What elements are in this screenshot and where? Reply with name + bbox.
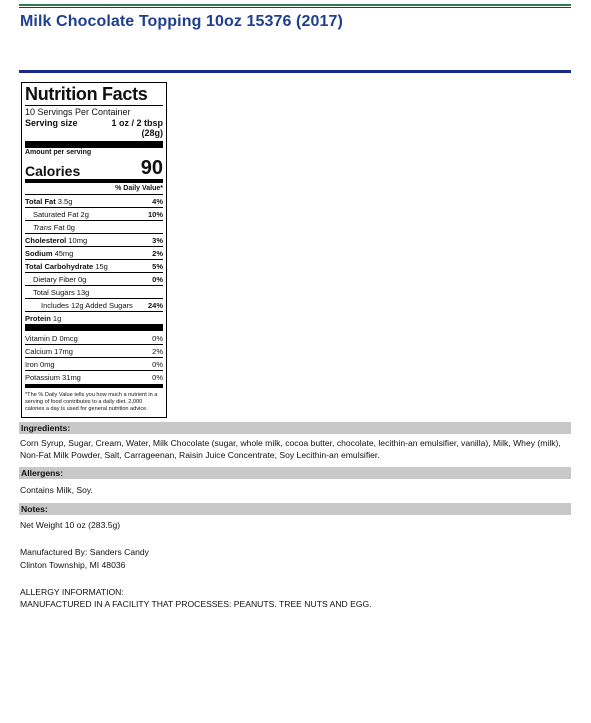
nutrient-pct: 24% — [147, 300, 163, 310]
serving-size-value-2: (28g) — [141, 128, 163, 139]
thick-divider — [25, 324, 163, 331]
vitamin-row-potassium — [25, 370, 163, 383]
ingredients-heading: Ingredients: — [19, 422, 571, 434]
nutrient-name: Cholesterol — [25, 235, 67, 245]
daily-value-footnote: *The % Daily Value tells you how much a nutrient in a serving of food contributes to a daily diet. 2,000 calories a day is used for general nutrition advice. — [25, 392, 158, 413]
nutrient-row-total-fat — [25, 194, 163, 207]
vitamin-name: Calcium 17mg — [25, 346, 73, 356]
amount-per-serving: Amount per serving — [25, 149, 92, 157]
allergy-info-heading: ALLERGY INFORMATION: — [20, 587, 124, 597]
notes-heading: Notes: — [19, 503, 571, 515]
serving-size-row — [25, 118, 163, 140]
nutrient-pct: 0% — [152, 274, 163, 284]
thick-divider — [25, 141, 163, 148]
nutrient-pct: 4% — [152, 196, 163, 206]
nutrient-name: Dietary Fiber 0g — [33, 274, 87, 284]
nutrient-name: Saturated Fat 2g — [33, 209, 89, 219]
nutrient-row-added-sugars — [25, 298, 163, 311]
medium-divider — [25, 179, 163, 183]
servings-per-container: 10 Servings Per Container — [25, 105, 163, 118]
nutrient-pct: 3% — [152, 235, 163, 245]
net-weight: Net Weight 10 oz (283.5g) — [20, 520, 121, 530]
vitamin-row-d — [25, 332, 163, 344]
serving-size-value — [111, 118, 163, 140]
top-rule-green — [19, 4, 571, 6]
nutrient-row-total-carbohydrate — [25, 259, 163, 272]
nutrient-row-cholesterol — [25, 233, 163, 246]
vitamin-row-calcium — [25, 344, 163, 357]
nutrient-row-protein — [25, 311, 163, 324]
calories-value: 90 — [140, 156, 163, 179]
nutrient-name: Total Sugars 13g — [33, 287, 90, 297]
nutrient-amount: 10mg — [66, 235, 88, 245]
vitamin-name: Iron 0mg — [25, 359, 55, 369]
nutrient-name: Protein — [25, 313, 51, 323]
vitamin-row-iron — [25, 357, 163, 370]
calories-row — [25, 158, 163, 178]
medium-divider — [25, 384, 163, 388]
daily-value-header: % Daily Value* — [115, 184, 163, 192]
top-rule-blue — [19, 7, 571, 8]
serving-size-value-1: 1 oz / 2 tbsp — [111, 117, 163, 128]
page-title: Milk Chocolate Topping 10oz 15376 (2017) — [20, 13, 343, 30]
nutrient-row-sodium — [25, 246, 163, 259]
vitamin-pct: 0% — [152, 359, 163, 369]
nutrient-pct: 2% — [152, 248, 163, 258]
nutrient-amount: 15g — [93, 261, 108, 271]
allergy-info-text: MANUFACTURED IN A FACILITY THAT PROCESSES: PEANUTS. TREE NUTS AND EGG. — [20, 599, 372, 609]
nutrient-pct: 5% — [152, 261, 163, 271]
calories-label: Calories — [25, 162, 81, 179]
nutrient-name: Total Fat — [25, 196, 56, 206]
manufacturer-address: Clinton Township, MI 48036 — [20, 560, 126, 570]
nutrient-amount: 1g — [50, 313, 62, 323]
manufacturer-name: Manufactured By: Sanders Candy — [20, 547, 149, 557]
nutrient-amount: 3.5g — [55, 196, 73, 206]
header-rule — [19, 70, 571, 73]
vitamin-name: Potassium 31mg — [25, 372, 81, 382]
nutrient-name-italic: Trans — [33, 222, 52, 232]
allergens-heading: Allergens: — [19, 467, 571, 479]
nutrient-amount: 45mg — [52, 248, 74, 258]
nutrition-facts-label — [21, 82, 167, 418]
vitamin-pct: 2% — [152, 346, 163, 356]
allergens-text: Contains Milk, Soy. — [20, 485, 93, 495]
nutrient-row-total-sugars — [25, 285, 163, 298]
vitamin-pct: 0% — [152, 372, 163, 382]
nutrient-row-saturated-fat — [25, 207, 163, 220]
ingredients-text: Corn Syrup, Sugar, Cream, Water, Milk Chocolate (sugar, whole milk, cocoa butter, chocolate, lecithin-an emulsifier, vanilla), Milk, Whey (milk), Non-Fat Milk Powder, Salt, Carrageenan, Raisin Juice Concentrate, Soy Lecithin-an emulsifier. — [20, 438, 561, 461]
nutrient-row-dietary-fiber — [25, 272, 163, 285]
nutrient-name: Includes 12g Added Sugars — [41, 300, 133, 310]
serving-size-label: Serving size — [25, 117, 78, 128]
nutrient-name: Sodium — [25, 248, 53, 258]
nutrient-name: Total Carbohydrate — [25, 261, 94, 271]
vitamin-pct: 0% — [152, 333, 163, 343]
nutrition-facts-heading: Nutrition Facts — [25, 84, 148, 104]
nutrient-amount: Fat 0g — [51, 222, 75, 232]
nutrient-pct: 10% — [147, 209, 163, 219]
vitamin-name: Vitamin D 0mcg — [25, 333, 78, 343]
nutrient-row-trans-fat — [25, 220, 163, 233]
